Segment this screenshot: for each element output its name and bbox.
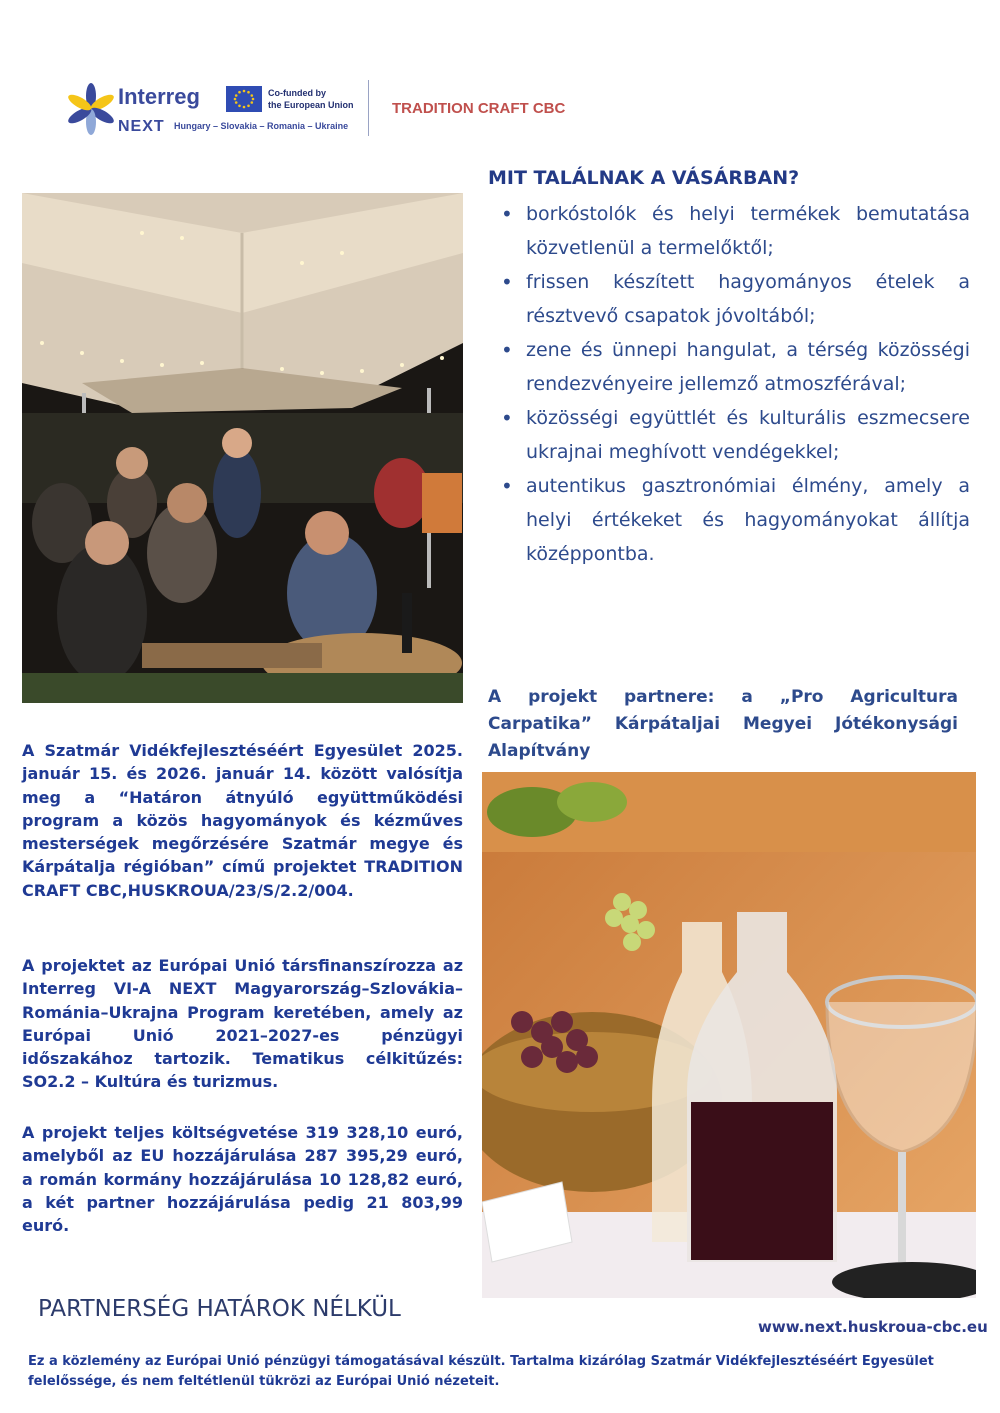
- market-offer-list: [498, 197, 970, 571]
- website-link[interactable]: www.next.huskroua-cbc.eu: [758, 1318, 988, 1336]
- logo-divider: [368, 80, 369, 136]
- list-item: • közösségi együttlét és kulturális eszmecsere ukrajnai meghívott vendégekkel;: [498, 401, 970, 469]
- interreg-wordmark: Interreg: [118, 84, 200, 109]
- section-heading: MIT TALÁLNAK A VÁSÁRBAN?: [488, 167, 800, 189]
- night-market-photo: [22, 193, 463, 703]
- next-wordmark: NEXT: [118, 118, 165, 135]
- funding-paragraph: A projektet az Európai Unió társfinanszírozza az Interreg VI-A NEXT Magyarország–Szlovákia–Románia–Ukrajna Program keretében, amely az Európai Unió 2021–2027-es pénzügyi időszakához tartozik. Tematikus célkitűzés: SO2.2 – Kultúra és turizmus.: [22, 956, 463, 1092]
- slogan: PARTNERSÉG HATÁROK NÉLKÜL: [38, 1296, 401, 1322]
- next-countries: Hungary – Slovakia – Romania – Ukraine: [174, 121, 349, 131]
- wine-photo: [482, 772, 976, 1298]
- budget-paragraph: A projekt teljes költségvetése 319 328,10 euró, amelyből az EU hozzájárulása 287 395,29 euró, a román kormány hozzájárulása 10 128,82 euró, a két partner hozzájárulása pedig 21 803,99 euró.: [22, 1123, 463, 1236]
- project-partner: A projekt partnere: a „Pro Agricultura Carpatika” Kárpátaljai Megyei Jótékonysági Alapítvány: [488, 687, 958, 761]
- interreg-flower-icon: [66, 80, 116, 138]
- list-item: • frissen készített hagyományos ételek a résztvevő csapatok jóvoltából;: [498, 265, 970, 333]
- eu-flag-icon: [226, 86, 262, 112]
- interreg-logo: [66, 80, 376, 142]
- list-item: • zene és ünnepi hangulat, a térség közösségi rendezvényeire jellemző atmoszférával;: [498, 333, 970, 401]
- eu-cofunded-label: Co-funded by the European Union: [268, 88, 354, 110]
- eu-disclaimer: Ez a közlemény az Európai Unió pénzügyi támogatásával készült. Tartalma kizárólag Szatmár Vidékfejlesztéséért Egyesület felelőssége, és nem feltétlenül tükrözi az Európai Unió nézeteit.: [28, 1354, 934, 1389]
- project-name: TRADITION CRAFT CBC: [392, 100, 566, 117]
- list-item: • autentikus gasztronómiai élmény, amely a helyi értékeket és hagyományokat állítja középpontba.: [498, 469, 970, 571]
- project-description-paragraph: A Szatmár Vidékfejlesztéséért Egyesület 2025. január 15. és 2026. január 14. között valósítja meg a “Határon átnyúló együttműködési program a közös hagyományok és kézműves mesterségek megőrzésére Szatmár megye és Kárpátalja régióban” című projektet TRADITION CRAFT CBC,HUSKROUA/23/S/2.2/004.: [22, 741, 463, 900]
- list-item: • borkóstolók és helyi termékek bemutatása közvetlenül a termelőktől;: [498, 197, 970, 265]
